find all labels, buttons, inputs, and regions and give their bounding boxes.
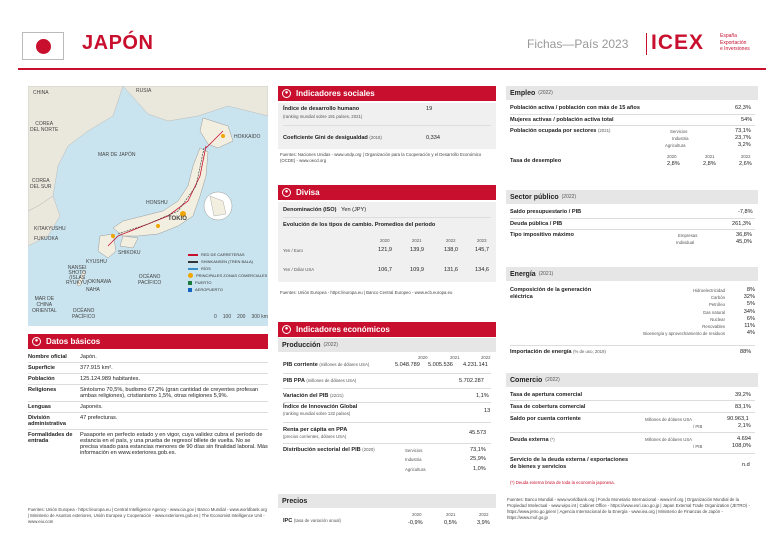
idh-value: 19 (426, 106, 433, 112)
ipc-2021: 0,5% (444, 520, 457, 526)
map-label-hokkaido: HOKKAIDO (234, 134, 261, 140)
tipo-empresas-label: Empresas (678, 233, 698, 238)
ipc-2020: -0,9% (408, 520, 423, 526)
renta-value: 45.573 (469, 430, 487, 436)
divider (283, 125, 491, 126)
chart-icon: ● (282, 325, 291, 334)
apertura-value: 39,2% (735, 392, 751, 398)
cobertura-label: Tasa de cobertura comercial (510, 404, 586, 410)
map-label-fukuoka: FUKUOKA (34, 236, 59, 242)
servicio-deuda-label: Servicio de la deuda externa / exportaciones de bienes y servicios (510, 457, 629, 470)
deuda-externa-label: Deuda externa (*) (510, 437, 555, 443)
datos-fuentes: Fuentes: Unión Europea - https://europa.eu | Central Intelligence Agency - www.cia.gov | Banco Mundial - www.worldbank.org | Ministerio de Asuntos exteriores, Unión Europea y Cooperación - www.exteriores.gob.es | The Economist Intelligence Unit - www.eiu.com (28, 507, 267, 524)
divider (283, 402, 491, 403)
section-datos-basicos: ● Datos básicos (28, 334, 268, 349)
saldo-presupuestario-label: Saldo presupuestario / PIB (510, 209, 582, 215)
pib-2022: 4.231.141 (463, 362, 488, 368)
map-label-rusia: RUSIA (136, 88, 152, 94)
map-legend: RED DE CARRETERAS SHINKANSEN (TREN BALA) RÍOS PRINCIPALES ZONAS COMERCIALES PUERTO AEROPUERTO (188, 251, 268, 293)
year-2023: 2023 (477, 238, 487, 243)
page-title: JAPÓN (82, 32, 154, 54)
precios-year-2021: 2021 (446, 512, 456, 517)
sociales-fuentes: Fuentes: Naciones Unidas - www.undp.org | Organización para la Cooperación y el Desarrollo Económico (OCDE) - www.oecd.org (280, 152, 482, 163)
map-label-oceano: OCÉANO PACÍFICO (138, 274, 162, 286)
pib-2021: 5.005.536 (428, 362, 453, 368)
desempleo-label: Tasa de desempleo (510, 158, 562, 164)
desempleo-2021: 2,8% (703, 161, 716, 167)
yen-usd-label: Yen / Dólar USA (283, 267, 315, 272)
produccion-head: Producción (2022) (278, 338, 496, 352)
comercio-fuentes: Fuentes: Banco Mundial - www.worldbank.org | Fondo Monetario Internacional - www.imf.org | Organización Mundial de la Propiedad Intelectual - www.wipo.int | Cabinet Office - https://www.esri.cao.go.jp | Japan External Trade Organization (JETRO) - https://www.jetro.go.jp/en/ | Agencia Internacional de la Energía - www.iea.org | Ministerio de Finanzas de Japón - https://www.mof.go.jp (507, 497, 750, 520)
idh-sub: (ranking mundial sobre 191 países, 2021) (283, 114, 363, 119)
variacion-pib-label: Variación del PIB (22/21) (283, 393, 344, 399)
people-icon: ● (282, 89, 291, 98)
japan-map (28, 86, 268, 326)
activa-value: 62,3% (735, 105, 751, 111)
saldo-cuenta-label: Saldo por cuenta corriente (510, 416, 581, 422)
sectores-label: Población ocupada por sectores (2021) (510, 128, 611, 134)
desempleo-year-2021: 2021 (705, 154, 715, 159)
currency-icon: ● (282, 188, 291, 197)
divider (510, 114, 755, 115)
apertura-label: Tasa de apertura comercial (510, 392, 583, 398)
map-label-nansei: NANSEI SHOTO (ISLAS RYUKYU) (66, 265, 89, 286)
datos-basicos-table: Nombre oficial Japón. Superficie 377.915 km². Población 125.124.989 habitantes. Religiones Sintoísmo 70,5%, budismo 67,2% (gran cantidad de creyentes profesan ambas religiones), cristianismo 1,5%, otras religiones 5,9%. Lenguas Japonés. División administrativa 47 prefecturas. Formalidades de entrada Pasaporte en perfecto estado y en vigor, cuya validez cubra el período de estancia en el país, y una prueba de regreso/ billete de vuelta. No se precisa visado para estancias menores de 90 días sin finalidad laboral. Más información en www.exteriores.gob.es. (28, 354, 268, 456)
empleo-servicios-value: 73,1% (735, 128, 751, 134)
importacion-value: 88% (740, 349, 752, 355)
yen-usd-2021: 109,9 (410, 267, 424, 273)
divider (510, 432, 755, 433)
activa-label: Población activa / población con más de 15 años (510, 105, 640, 111)
saldo-cuenta-pib: 2,1% (738, 423, 751, 429)
deuda-units: Millones de dólares USA (645, 437, 693, 442)
tipo-empresas-value: 36,8% (736, 232, 752, 238)
divider (283, 422, 491, 423)
map-label-tokio: TOKIO (168, 216, 187, 222)
yen-usd-2023: 134,6 (475, 267, 489, 273)
map-label-china: CHINA (33, 90, 49, 96)
map-label-corea-sur: COREA DEL SUR (30, 178, 52, 190)
divider (646, 33, 647, 55)
renta-sub: (precios corrientes, dólares USA) (283, 434, 347, 439)
yen-usd-2022: 131,6 (444, 267, 458, 273)
empleo-head: Empleo (2022) (506, 86, 758, 100)
desempleo-2020: 2,8% (667, 161, 680, 167)
precios-year-2022: 2022 (479, 512, 489, 517)
section-indicadores-sociales: ● Indicadores sociales (278, 86, 496, 101)
map-label-naha: NAHA (86, 287, 100, 293)
denominacion-row: Denominación (ISO) Yen (JPY) (283, 207, 367, 213)
composicion-label: Composición de la generación eléctrica (510, 287, 592, 300)
year-2022: 2022 (446, 238, 456, 243)
precios-year-2020: 2020 (412, 512, 422, 517)
prod-year-2021: 2021 (450, 355, 460, 360)
deuda-externa-pib: 108,0% (732, 443, 751, 449)
divider (510, 400, 755, 401)
tipo-individual-label: Individual (676, 240, 695, 245)
yen-usd-2020: 106,7 (378, 267, 392, 273)
section-indicadores-economicos: ● Indicadores económicos (278, 322, 496, 337)
yen-euro-2021: 139,9 (410, 247, 424, 253)
pib-ppa-value: 5.702.287 (459, 378, 484, 384)
info-icon: ● (32, 337, 41, 346)
sector-publico-head: Sector público (2022) (506, 190, 758, 204)
dist-servicios-value: 73,1% (470, 447, 486, 453)
map-label-okinawa: OKINAWA (88, 279, 112, 285)
map-label-kyushu: KYUSHU (86, 259, 107, 265)
fichas-label: Fichas—País 2023 (527, 37, 629, 51)
desempleo-year-2022: 2022 (741, 154, 751, 159)
tipo-impositivo-label: Tipo impositivo máximo (510, 232, 574, 238)
map-scale: 0 100 200 300 km (214, 314, 268, 320)
innovacion-value: 13 (484, 408, 491, 414)
evolucion-label: Evolución de los tipos de cambio. Promedios del periodo (283, 222, 436, 228)
servicio-deuda-value: n.d (742, 462, 750, 468)
yen-euro-2022: 138,0 (444, 247, 458, 253)
icex-logo-subtitle: España Exportación e Inversiones (720, 33, 750, 52)
cobertura-value: 83,1% (735, 404, 751, 410)
mujeres-value: 54% (741, 117, 753, 123)
dist-servicios-label: Servicios (405, 448, 423, 453)
yen-euro-2020: 121,9 (378, 247, 392, 253)
saldo-pib-label: / PIB (693, 424, 703, 429)
tipo-individual-value: 45,0% (736, 239, 752, 245)
importacion-label: Importación de energía (% de uso, 2019) (510, 349, 606, 355)
energia-head: Energía (2021) (506, 267, 758, 281)
empleo-industria-value: 23,7% (735, 135, 751, 141)
desempleo-2022: 2,6% (739, 161, 752, 167)
prod-year-2020: 2020 (418, 355, 428, 360)
divider (283, 373, 491, 374)
divider (283, 388, 491, 389)
pib-corriente-label: PIB corriente (millones de dólares USA) (283, 362, 370, 368)
divider (510, 125, 755, 126)
gini-label: Coeficiente Gini de desigualdad (2018) (283, 135, 382, 141)
map-label-corea-norte: COREA DEL NORTE (30, 121, 59, 133)
prod-year-2022: 2022 (481, 355, 491, 360)
composicion-list: Hidroelectricidad 8% Carbón 32% Petróleo 5% Gas natural 34% Nuclear 6% Renovables 11% Bioenergía y aprovechamiento de residuos 4% (643, 287, 755, 337)
divider (283, 217, 491, 218)
ipc-label: IPC (tasa de variación anual) (283, 518, 341, 524)
saldo-cuenta-value: 90.963,1 (727, 416, 749, 422)
map-label-mar-china: MAR DE CHINA ORIENTAL (32, 296, 57, 314)
saldo-presupuestario-value: -7,8% (738, 209, 753, 215)
saldo-units: Millones de dólares USA (645, 417, 693, 422)
divider (283, 443, 491, 444)
pib-ppa-label: PIB PPA (millones de dólares USA) (283, 378, 357, 384)
divider (510, 345, 755, 346)
divider (510, 229, 755, 230)
dist-agricultura-value: 1,0% (473, 466, 486, 472)
desempleo-year-2020: 2020 (667, 154, 677, 159)
empleo-agricultura-label: Agricultura (665, 143, 686, 148)
yen-euro-label: Yen / Euro (283, 248, 303, 253)
map-label-oceano-2: OCÉANO PACÍFICO (72, 308, 96, 320)
year-2020: 2020 (380, 238, 390, 243)
distribucion-label: Distribución sectorial del PIB (2020) (283, 447, 375, 453)
divider (510, 218, 755, 219)
header-rule (18, 68, 766, 70)
deuda-externa-value: 4.694 (737, 436, 751, 442)
divider (510, 412, 755, 413)
empleo-agricultura-value: 3,2% (738, 142, 751, 148)
idh-label: Índice de desarrollo humano (283, 106, 360, 112)
deuda-pib-label: / PIB (693, 444, 703, 449)
map-label-mar-japon: MAR DE JAPÓN (98, 152, 136, 158)
dist-industria-label: Industria (405, 457, 422, 462)
dist-agricultura-label: Agricultura (405, 467, 426, 472)
map-label-kitakyushu: KITAKYUSHU (34, 226, 66, 232)
precios-head: Precios (278, 494, 496, 508)
divisa-fuentes: Fuentes: Unión Europea - https://europa.eu | Banco Central Europeo - www.ecb.europa.eu (280, 290, 453, 295)
gini-value: 0,334 (426, 135, 440, 141)
comercio-head: Comercio (2022) (506, 373, 758, 387)
map-label-shikoku: SHIKOKU (118, 250, 141, 256)
innovacion-sub: (ranking mundial sobre 132 países) (283, 411, 351, 416)
deuda-publica-value: 261,3% (732, 221, 751, 227)
icex-logo: ICEX (651, 31, 705, 54)
variacion-pib-value: 1,1% (476, 393, 489, 399)
year-2021: 2021 (412, 238, 422, 243)
mujeres-label: Mujeres activas / población activa total (510, 117, 614, 123)
divider (510, 453, 755, 454)
yen-euro-2023: 145,7 (475, 247, 489, 253)
ipc-2022: 3,9% (477, 520, 490, 526)
map-label-honshu: HONSHU (146, 200, 168, 206)
deuda-publica-label: Deuda pública / PIB (510, 221, 563, 227)
renta-label: Renta per cápita en PPA (283, 427, 348, 433)
empleo-servicios-label: Servicios (670, 129, 688, 134)
section-divisa: ● Divisa (278, 185, 496, 200)
japan-flag-icon (22, 32, 64, 60)
empleo-industria-label: Industria (672, 136, 689, 141)
innovacion-label: Índice de Innovación Global (283, 404, 358, 410)
dist-industria-value: 25,9% (470, 456, 486, 462)
pib-2020: 5.048.789 (395, 362, 420, 368)
deuda-nota: (*) Deuda externa bruta de toda la economía japonesa. (510, 480, 615, 485)
